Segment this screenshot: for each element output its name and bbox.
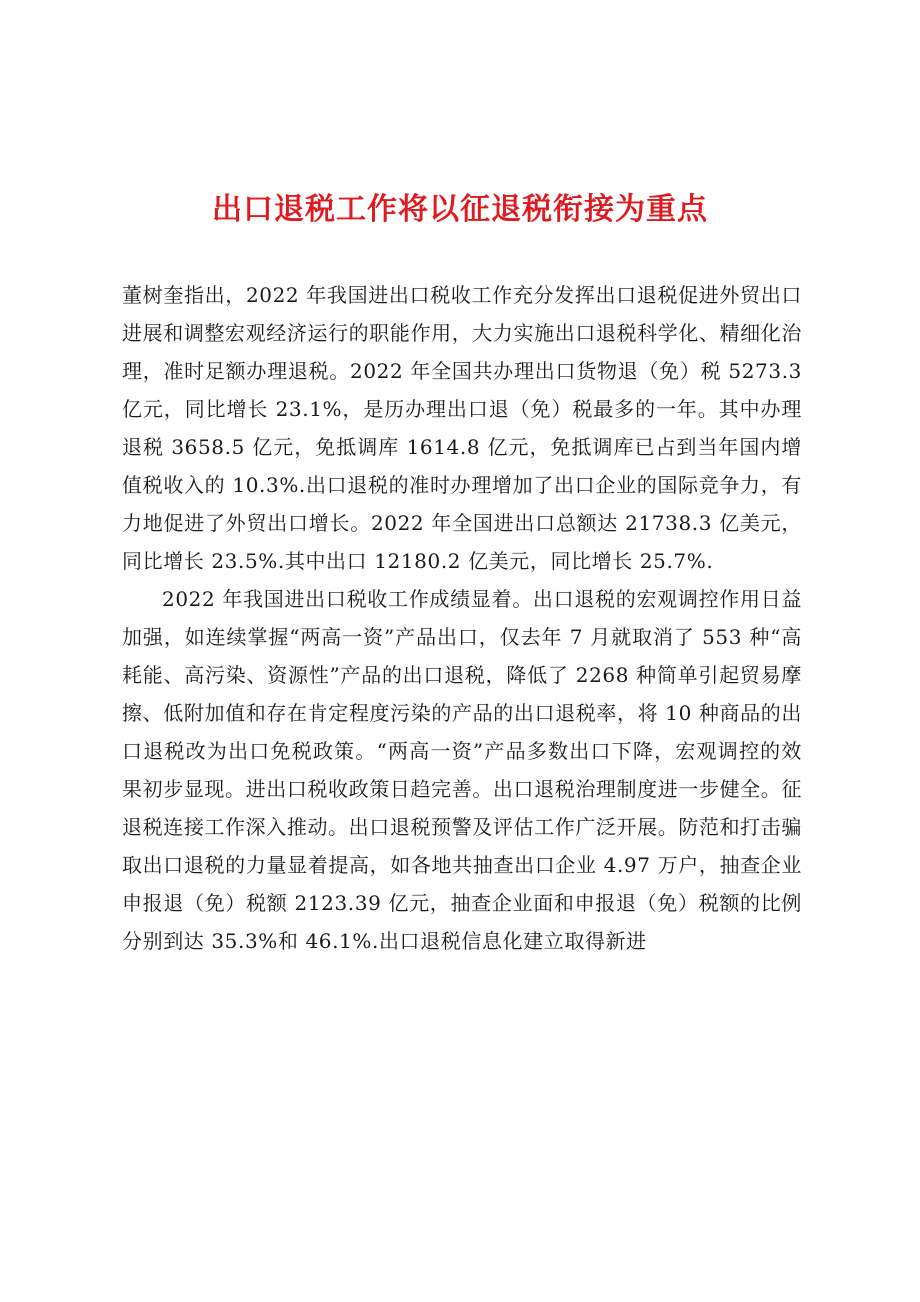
paragraph-2: 2022 年我国进出口税收工作成绩显着。出口退税的宏观调控作用日益加强，如连续掌握“两高一资”产品出口，仅去年 7 月就取消了 553 种“高耗能、高污染、资源性”产品的出口退税，降低了 2268 种简单引起贸易摩擦、低附加值和存在肯定程度污染的产品的出口退税率，将 10 种商品的出口退税改为出口免税政策。“两高一资”产品多数出口下降，宏观调控的效果初步显现。进出口税收政策日趋完善。出口退税治理制度进一步健全。征退税连接工作深入推动。出口退税预警及评估工作广泛开展。防范和打击骗取出口退税的力量显着提高，如各地共抽查出口企业 4.97 万户，抽查企业申报退（免）税额 2123.39 亿元，抽查企业面和申报退（免）税额的比例分别到达 35.3%和 46.1%.出口退税信息化建立取得新进 [122,587,802,953]
document-title: 出口退税工作将以征退税衔接为重点 [212,192,708,227]
document-body [122,276,802,960]
paragraph-1: 董树奎指出，2022 年我国进出口税收工作充分发挥出口退税促进外贸出口进展和调整宏观经济运行的职能作用，大力实施出口退税科学化、精细化治理，准时足额办理退税。2022 年全国共办理出口货物退（免）税 5273.3 亿元，同比增长 23.1%，是历办理出口退（免）税最多的一年。其中办理退税 3658.5 亿元，免抵调库 1614.8 亿元，免抵调库已占到当年国内增值税收入的 10.3%.出口退税的准时办理增加了出口企业的国际竞争力，有力地促进了外贸出口增长。2022 年全国进出口总额达 21738.3 亿美元，同比增长 23.5%.其中出口 12180.2 亿美元，同比增长 25.7%. [122,283,802,573]
